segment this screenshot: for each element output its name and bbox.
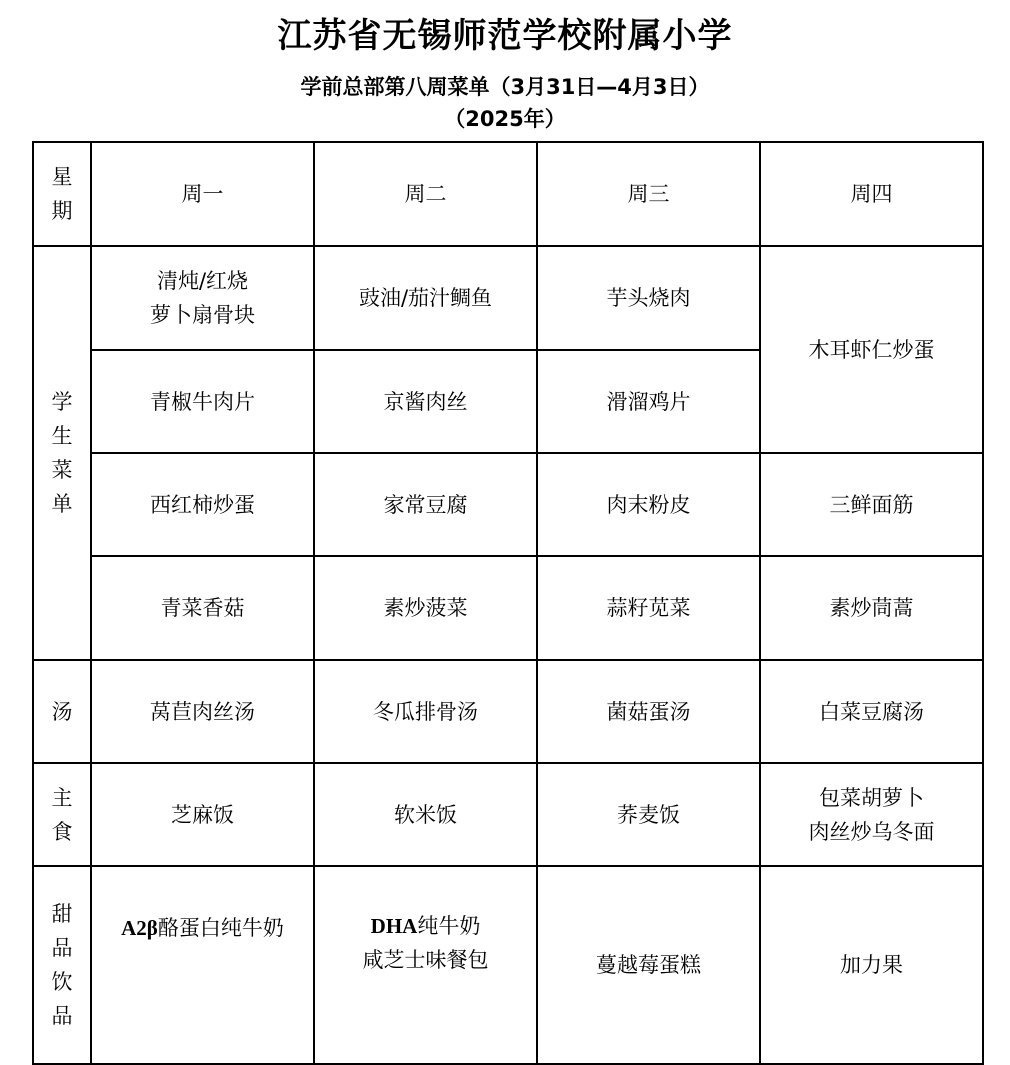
staple-row <box>33 763 983 866</box>
student-menu-row-3 <box>33 453 983 556</box>
dessert-cell-tue <box>314 866 537 1064</box>
dish-cell-tue-1: 豉油/茄汁鲷鱼 <box>314 246 537 350</box>
dessert-mon-prefix: A2β <box>121 916 158 940</box>
soup-cell-thu: 白菜豆腐汤 <box>760 660 983 763</box>
soup-label: 汤 <box>33 660 91 763</box>
dessert-cell-mon <box>91 866 314 1064</box>
dish-cell-thu-3: 三鲜面筋 <box>760 453 983 556</box>
staple-cell-tue: 软米饭 <box>314 763 537 866</box>
dish-cell-mon-1: 清炖/红烧 萝卜扇骨块 <box>91 246 314 350</box>
student-menu-label: 学 生 菜 单 <box>33 246 91 660</box>
dish-cell-mon-3: 西红柿炒蛋 <box>91 453 314 556</box>
corner-cell-weekday: 星 期 <box>33 142 91 246</box>
day-header-mon: 周一 <box>91 142 314 246</box>
soup-row <box>33 660 983 763</box>
page-year: （2025年） <box>444 107 566 131</box>
day-header-thu: 周四 <box>760 142 983 246</box>
dessert-label: 甜 品 饮 品 <box>33 866 91 1064</box>
dish-cell-wed-3: 肉末粉皮 <box>537 453 760 556</box>
dish-cell-tue-3: 家常豆腐 <box>314 453 537 556</box>
header-row <box>33 142 983 246</box>
dish-cell-mon-4: 青菜香菇 <box>91 556 314 660</box>
dessert-mon-suffix: 酪蛋白纯牛奶 <box>157 916 284 940</box>
soup-cell-mon: 莴苣肉丝汤 <box>91 660 314 763</box>
dish-cell-tue-2: 京酱肉丝 <box>314 350 537 453</box>
dish-cell-wed-4: 蒜籽苋菜 <box>537 556 760 660</box>
dish-cell-thu-4: 素炒茼蒿 <box>760 556 983 660</box>
staple-cell-thu: 包菜胡萝卜 肉丝炒乌冬面 <box>760 763 983 866</box>
dish-cell-tue-4: 素炒菠菜 <box>314 556 537 660</box>
dish-cell-thu-1: 木耳虾仁炒蛋 <box>760 246 983 453</box>
dessert-tue-line1: DHA纯牛奶 <box>370 914 481 938</box>
menu-table <box>32 141 984 1065</box>
dessert-cell-wed: 蔓越莓蛋糕 <box>537 866 760 1064</box>
dessert-tue-line2: 咸芝士味餐包 <box>362 948 489 972</box>
staple-cell-wed: 荞麦饭 <box>537 763 760 866</box>
day-header-wed: 周三 <box>537 142 760 246</box>
soup-cell-wed: 菌菇蛋汤 <box>537 660 760 763</box>
soup-cell-tue: 冬瓜排骨汤 <box>314 660 537 763</box>
dessert-row <box>33 866 983 1064</box>
student-menu-row-1 <box>33 246 983 350</box>
dish-cell-wed-1: 芋头烧肉 <box>537 246 760 350</box>
page-subtitle: 学前总部第八周菜单（3月31日—4月3日） <box>300 75 710 99</box>
staple-cell-mon: 芝麻饭 <box>91 763 314 866</box>
page-title: 江苏省无锡师范学校附属小学 <box>277 16 733 56</box>
staple-label: 主 食 <box>33 763 91 866</box>
day-header-tue: 周二 <box>314 142 537 246</box>
dessert-cell-thu: 加力果 <box>760 866 983 1064</box>
dish-cell-mon-2: 青椒牛肉片 <box>91 350 314 453</box>
student-menu-row-4 <box>33 556 983 660</box>
dish-cell-wed-2: 滑溜鸡片 <box>537 350 760 453</box>
